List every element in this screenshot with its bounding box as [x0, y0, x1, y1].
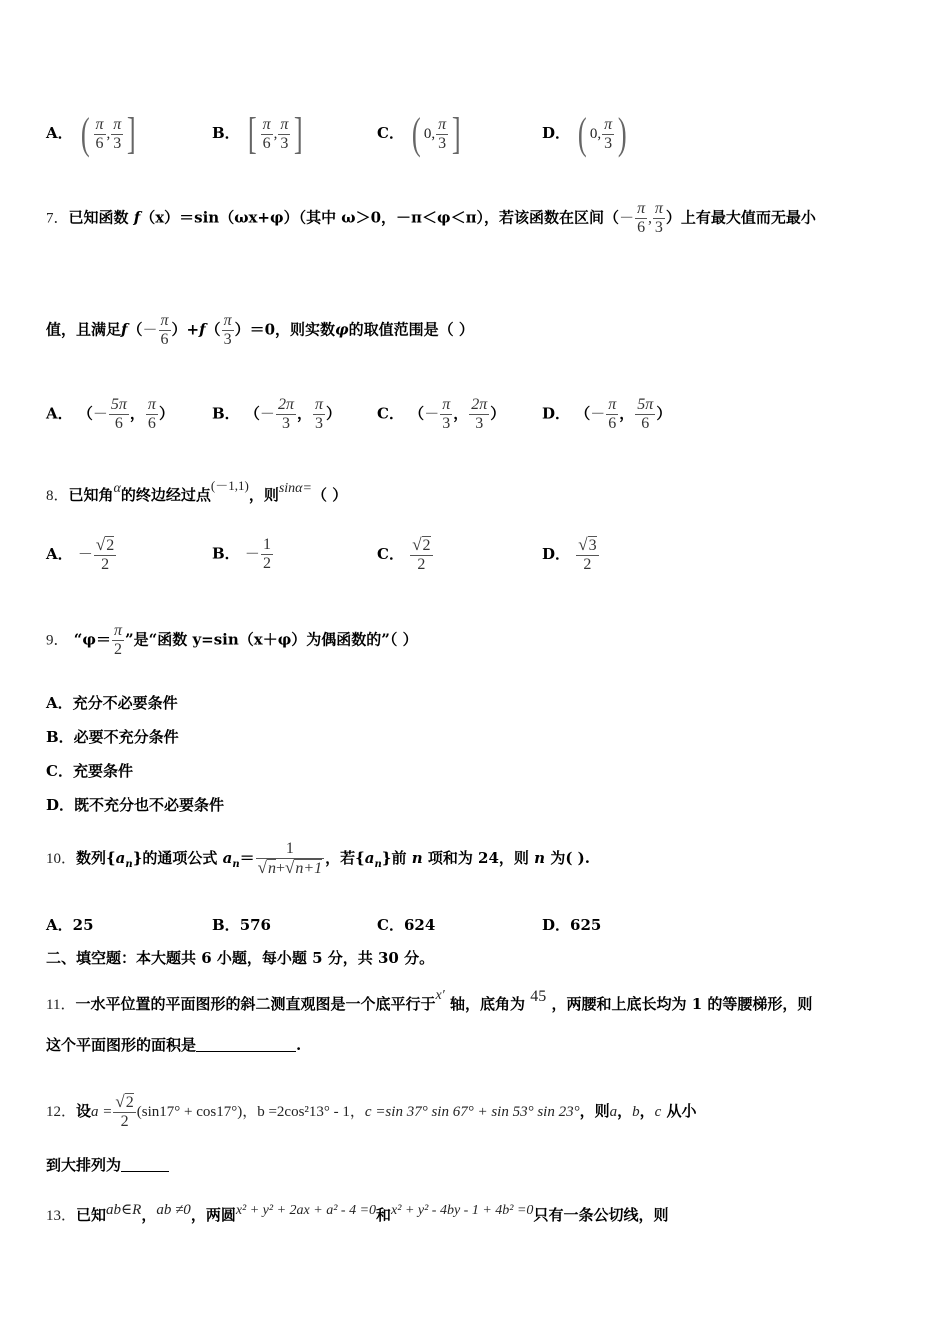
- fraction: $\frac{\pi}{3}$: [654, 200, 663, 236]
- fraction: $\frac{5\pi}{6}$: [110, 396, 127, 432]
- q9-option-b[interactable]: B．必要不充分条件: [46, 728, 179, 746]
- fraction: $\frac{\pi}{3}$: [438, 115, 447, 152]
- answer-blank[interactable]: [196, 1037, 296, 1052]
- fraction: $\frac{\pi}{6}$: [608, 396, 617, 432]
- q9-line: 9． “φ＝ $\frac{\pi}{2}$ ”是“函数 y=sin（x＋φ）为偶函数的”（ ）: [46, 622, 418, 658]
- q6-option-a[interactable]: A． ( $\frac{\pi}{6}$ , $\frac{\pi}{3}$ ]: [46, 109, 137, 158]
- fraction: $\frac{\pi}{2}$: [113, 622, 122, 658]
- fraction: $\frac{1}{2}$: [262, 536, 271, 572]
- q7-line1: 7．已知函数 f（x）＝sin（ωx+φ）（其中 ω＞0，－π＜φ＜π），若该函数在区间（－ $\frac{\pi}{6}$ , $\frac{\pi}{3}$ ）上有最大值而无最小: [46, 200, 816, 236]
- q6-option-d[interactable]: D． ( 0, $\frac{\pi}{3}$ ): [542, 109, 627, 158]
- fraction: $\frac{\pi}{3}$: [280, 115, 289, 152]
- q9-option-c[interactable]: C．充要条件: [46, 762, 133, 780]
- q8-option-a[interactable]: A． － $\frac{√2}{2}$: [46, 535, 115, 573]
- fraction: $\frac{√2}{2}$: [115, 1092, 134, 1130]
- fraction: $\frac{\pi}{3}$: [223, 312, 232, 348]
- fraction: $\frac{√3}{2}$: [578, 535, 597, 573]
- q13-line: 13．已知ab∈R，ab ≠0，两圆x² + y² + 2ax + a² - 4 =0和x² + y² - 4by - 1 + 4b² =0只有一条公切线，则: [46, 1202, 669, 1224]
- q10-option-a[interactable]: A．25: [46, 916, 94, 934]
- fraction: $\frac{\pi}{6}$: [147, 396, 156, 432]
- q7-option-b[interactable]: B． （－ $\frac{2\pi}{3}$ ， $\frac{\pi}{3}$ ）: [212, 396, 341, 432]
- q8-option-c[interactable]: C． $\frac{√2}{2}$: [377, 535, 431, 573]
- q9-option-a[interactable]: A．充分不必要条件: [46, 694, 178, 712]
- q7-line2: 值，且满足f（－ $\frac{\pi}{6}$ ）+f（ $\frac{\pi}{3}$ ）＝0，则实数φ的取值范围是（ ）: [46, 312, 474, 348]
- fraction: $\frac{\pi}{6}$: [95, 115, 104, 152]
- fraction: $\frac{\pi}{6}$: [160, 312, 169, 348]
- fraction: $\frac{2\pi}{3}$: [471, 396, 488, 432]
- fraction: $\frac{\pi}{3}$: [442, 396, 451, 432]
- fraction: $\frac{\pi}{6}$: [262, 115, 271, 152]
- q11-line2: 这个平面图形的面积是 .: [46, 1036, 302, 1054]
- fraction: $\frac{\pi}{3}$: [113, 115, 122, 152]
- fraction: $\frac{5\pi}{6}$: [637, 396, 654, 432]
- fraction: $\frac{\pi}{6}$: [637, 200, 646, 236]
- q10-option-d[interactable]: D．625: [542, 916, 602, 934]
- q8-option-d[interactable]: D． $\frac{√3}{2}$: [542, 535, 597, 573]
- fraction: $\frac{\pi}{3}$: [314, 396, 323, 432]
- q7-option-a[interactable]: A． （－ $\frac{5\pi}{6}$ ， $\frac{\pi}{6}$ ）: [46, 396, 174, 432]
- q8-line: 8．已知角α的终边经过点(－1,1)，则sinα=（ ）: [46, 478, 348, 504]
- q6-option-b[interactable]: B． [ $\frac{\pi}{6}$ , $\frac{\pi}{3}$ ]: [212, 109, 304, 158]
- q9-option-d[interactable]: D．既不充分也不必要条件: [46, 796, 225, 814]
- fraction: $\frac{2\pi}{3}$: [277, 396, 294, 432]
- fraction: $\frac{√2}{2}$: [95, 535, 115, 573]
- q6-option-c[interactable]: C． ( 0, $\frac{\pi}{3}$ ]: [377, 109, 461, 158]
- q8-option-b[interactable]: B． － $\frac{1}{2}$: [212, 536, 271, 572]
- q10-option-c[interactable]: C．624: [377, 916, 436, 934]
- q12-line1: 12．设a = $\frac{√2}{2}$ (sin17° + cos17°)，b =2cos²13° - 1，c =sin 37° sin 67° + sin 53° sin 23°，则a，b，c 从小: [46, 1092, 697, 1130]
- fraction: $\frac{1}{√n+√n+1}$: [257, 840, 323, 877]
- q7-option-d[interactable]: D． （－ $\frac{\pi}{6}$ ， $\frac{5\pi}{6}$ ）: [542, 396, 672, 432]
- q12-line2: 到大排列为: [46, 1155, 169, 1175]
- answer-blank[interactable]: [121, 1157, 169, 1172]
- q10-option-b[interactable]: B．576: [212, 916, 271, 934]
- fraction: $\frac{\pi}{3}$: [604, 115, 613, 152]
- fraction: $\frac{√2}{2}$: [412, 535, 431, 573]
- q11-line1: 11．一水平位置的平面图形的斜二测直观图是一个底平行于x′ 轴，底角为 45 ，两腰和上底长均为 1 的等腰梯形，则: [46, 988, 813, 1013]
- q7-option-c[interactable]: C． （－ $\frac{\pi}{3}$ ， $\frac{2\pi}{3}$ ）: [377, 396, 506, 432]
- q10-line: 10．数列$\{a_n\}$的通项公式 $a_n=$ $\frac{1}{√n+√n+1}$ ，若$\{a_n\}$前 n 项和为 24，则 n 为( ).: [46, 840, 590, 877]
- section-heading: 二、填空题：本大题共 6 小题，每小题 5 分，共 30 分。: [46, 949, 435, 967]
